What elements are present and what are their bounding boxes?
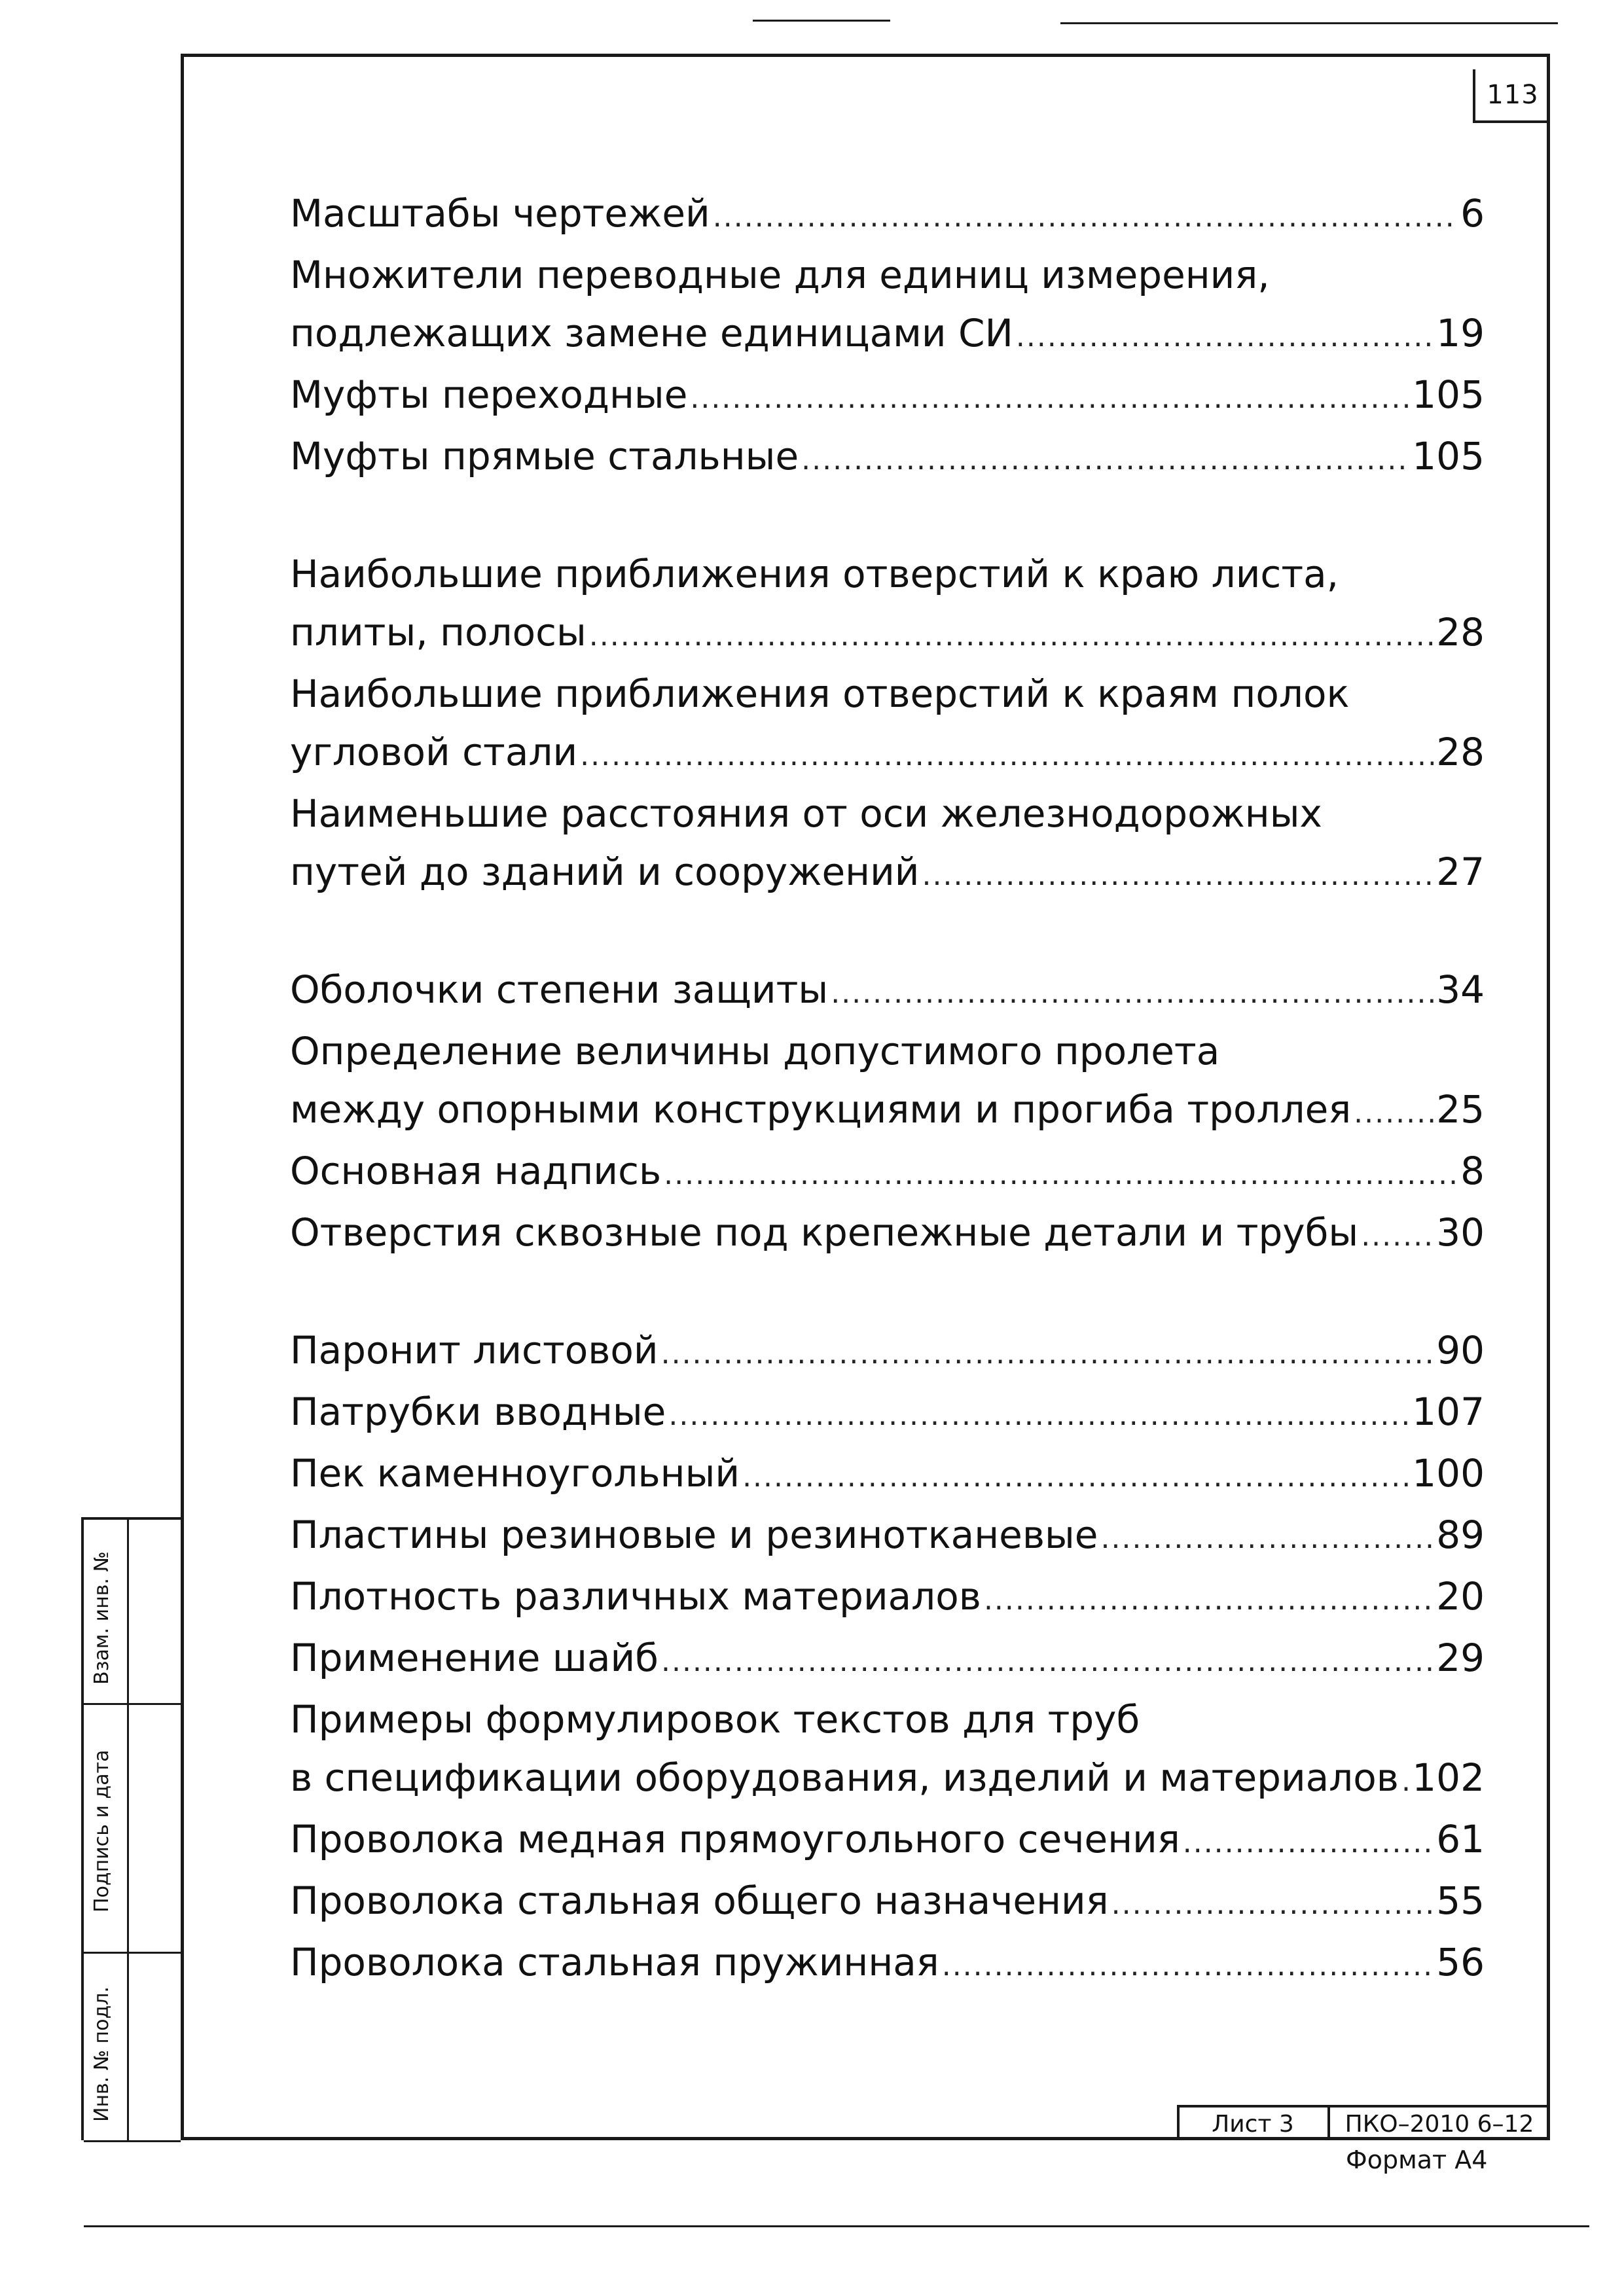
- entry-title: Примеры формулировок текстов для труб: [290, 1697, 1140, 1742]
- entry-page: 89: [1436, 1513, 1485, 1557]
- entry-leader: [1111, 1875, 1434, 1933]
- entry-page: 28: [1436, 730, 1485, 774]
- podpis-data-label: Подпись и дата: [90, 1749, 113, 1912]
- index-entry: [290, 1872, 1485, 1933]
- entry-leader: [1100, 1509, 1434, 1568]
- entry-page: 100: [1412, 1451, 1485, 1496]
- index-entry: [290, 545, 1485, 603]
- vzam-inv-label: Взам. инв. №: [90, 1551, 113, 1685]
- entry-title: в спецификации оборудования, изделий и материалов: [290, 1755, 1399, 1800]
- index-entry: [290, 1383, 1485, 1444]
- index-entry: [290, 785, 1485, 843]
- entry-page: 90: [1436, 1328, 1485, 1372]
- entry-title: Проволока стальная пружинная: [290, 1940, 939, 1984]
- title-block: [1177, 2105, 1550, 2140]
- index-entry: [290, 185, 1485, 246]
- entry-title: Определение величины допустимого пролета: [290, 1029, 1220, 1073]
- entry-title: Оболочки степени защиты: [290, 967, 829, 1012]
- entry-leader: [1016, 308, 1434, 366]
- entry-leader: [742, 1448, 1409, 1506]
- index-entry: [290, 427, 1485, 489]
- inv-podl-label: Инв. № подл.: [90, 1986, 113, 2122]
- entry-page: 28: [1436, 610, 1485, 655]
- index-entry: [290, 665, 1485, 723]
- title-block-divider: [1327, 2108, 1330, 2140]
- index-entry: [290, 1749, 1485, 1810]
- entry-title: путей до зданий и сооружений: [290, 850, 920, 894]
- entry-page: 102: [1412, 1755, 1485, 1800]
- index-entry: [290, 1142, 1485, 1204]
- entry-leader: [664, 1145, 1458, 1204]
- entry-leader: [984, 1571, 1434, 1629]
- entry-leader: [589, 607, 1434, 665]
- index-entry: [290, 1022, 1485, 1081]
- entry-title: Проволока медная прямоугольного сечения: [290, 1817, 1180, 1861]
- index-entry: [290, 1081, 1485, 1142]
- entry-leader: [922, 846, 1434, 905]
- index-entry: [290, 1691, 1485, 1749]
- index-entry: [290, 723, 1485, 785]
- index-entry: [290, 1506, 1485, 1568]
- entry-title: между опорными конструкциями и прогиба троллея: [290, 1087, 1352, 1132]
- entry-page: 29: [1436, 1636, 1485, 1680]
- entry-title: Муфты переходные: [290, 372, 688, 417]
- index-entry: [290, 961, 1485, 1022]
- entry-title: Пек каменноугольный: [290, 1451, 740, 1496]
- index-entry: [290, 1204, 1485, 1265]
- bottom-trim-line: [84, 2225, 1589, 2227]
- format-label: Формат А4: [1346, 2145, 1488, 2174]
- entry-title: Наибольшие приближения отверстий к краям полок: [290, 672, 1350, 716]
- entry-title: Пластины резиновые и резинотканевые: [290, 1513, 1098, 1557]
- margin-divider: [127, 1520, 129, 2140]
- margin-row-line: [84, 2140, 181, 2142]
- entry-leader: [1354, 1084, 1434, 1142]
- entry-page: 19: [1436, 311, 1485, 355]
- entry-page: 25: [1436, 1087, 1485, 1132]
- entry-page: 55: [1436, 1878, 1485, 1923]
- page-number-text: 113: [1487, 80, 1539, 110]
- entry-title: Отверстия сквозные под крепежные детали и трубы: [290, 1210, 1359, 1255]
- top-trim-line-right: [1060, 22, 1558, 24]
- entry-leader: [831, 964, 1434, 1022]
- entry-leader: [661, 1632, 1434, 1691]
- entry-leader: [942, 1937, 1434, 1995]
- index-entry: [290, 1629, 1485, 1691]
- entry-leader: [1183, 1814, 1434, 1872]
- entry-leader: [1361, 1207, 1434, 1265]
- index-entry: [290, 304, 1485, 366]
- index-entry: [290, 1810, 1485, 1872]
- entry-title: Наибольшие приближения отверстий к краю листа,: [290, 552, 1339, 596]
- entry-title: Множители переводные для единиц измерения,: [290, 253, 1270, 297]
- entry-title: подлежащих замене единицами СИ: [290, 311, 1013, 355]
- index-entry: [290, 603, 1485, 665]
- index-entry: [290, 843, 1485, 905]
- index-entry: [290, 246, 1485, 304]
- entry-page: 6: [1460, 191, 1485, 236]
- entry-title: Муфты прямые стальные: [290, 434, 799, 478]
- section-gap: [290, 905, 1485, 961]
- entry-title: Масштабы чертежей: [290, 191, 710, 236]
- entry-title: Паронит листовой: [290, 1328, 659, 1372]
- entry-title: Патрубки вводные: [290, 1390, 666, 1434]
- section-gap: [290, 1265, 1485, 1321]
- entry-leader: [801, 431, 1409, 489]
- entry-title: Проволока стальная общего назначения: [290, 1878, 1109, 1923]
- top-trim-line: [753, 20, 890, 22]
- entry-page: 105: [1412, 372, 1485, 417]
- entry-title: Наименьшие расстояния от оси железнодорожных: [290, 791, 1322, 836]
- index-entry: [290, 1568, 1485, 1629]
- entry-leader: [580, 726, 1434, 785]
- entry-title: Применение шайб: [290, 1636, 659, 1680]
- entry-title: Плотность различных материалов: [290, 1574, 981, 1619]
- entry-page: 61: [1436, 1817, 1485, 1861]
- entry-title: угловой стали: [290, 730, 578, 774]
- page-number: [1473, 69, 1550, 123]
- entry-leader: [1401, 1752, 1409, 1810]
- entry-page: 105: [1412, 434, 1485, 478]
- title-block-divider: [1177, 2108, 1180, 2140]
- margin-row-line: [84, 1952, 181, 1954]
- index-entry: [290, 366, 1485, 427]
- entry-page: 8: [1460, 1149, 1485, 1193]
- index-entry: [290, 1444, 1485, 1506]
- entry-page: 20: [1436, 1574, 1485, 1619]
- entry-leader: [690, 369, 1409, 427]
- entry-page: 107: [1412, 1390, 1485, 1434]
- entry-page: 34: [1436, 967, 1485, 1012]
- margin-stamp: [81, 1517, 181, 2140]
- entry-title: Основная надпись: [290, 1149, 662, 1193]
- index-entry: [290, 1321, 1485, 1383]
- document-code: ПКО–2010 6–12: [1344, 2110, 1534, 2138]
- index-entry: [290, 1933, 1485, 1995]
- entry-page: 56: [1436, 1940, 1485, 1984]
- entry-leader: [713, 188, 1458, 246]
- entry-page: 27: [1436, 850, 1485, 894]
- section-gap: [290, 489, 1485, 545]
- margin-row-line: [84, 1703, 181, 1705]
- entry-title: плиты, полосы: [290, 610, 586, 655]
- sheet-label: Лист 3: [1212, 2110, 1294, 2138]
- entry-page: 30: [1436, 1210, 1485, 1255]
- index-list: [290, 185, 1485, 1995]
- entry-leader: [668, 1386, 1409, 1444]
- entry-leader: [661, 1325, 1434, 1383]
